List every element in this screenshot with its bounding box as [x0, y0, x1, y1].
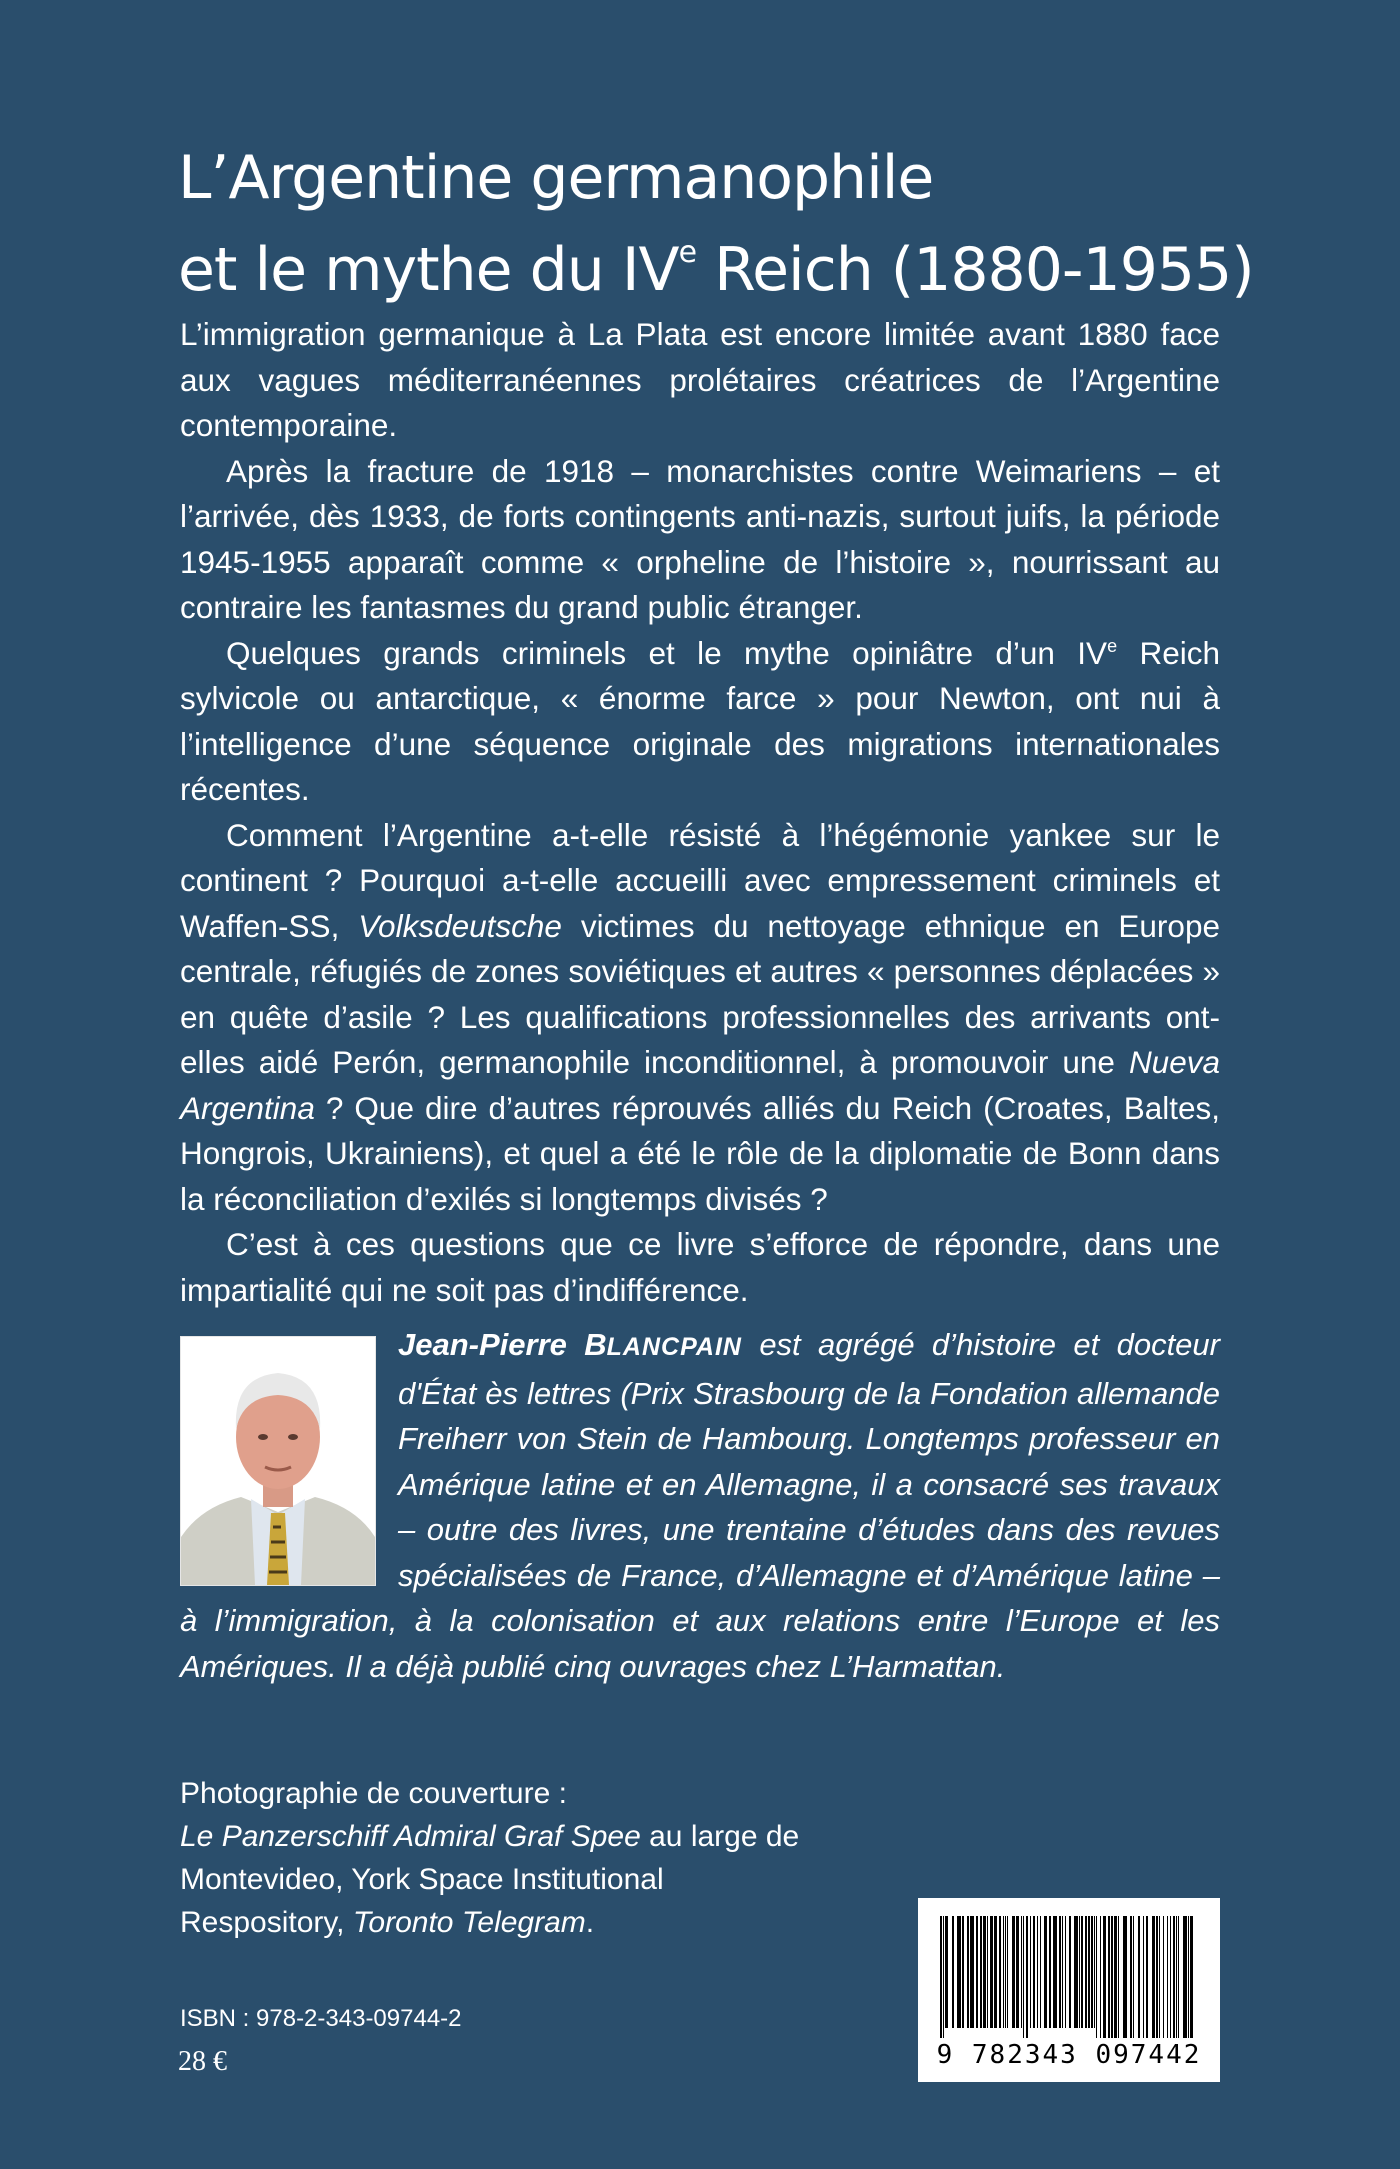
cover-photo-credit — [180, 1772, 800, 1944]
barcode-number: 9 782343 097442 — [936, 2040, 1202, 2070]
book-title — [178, 132, 1278, 316]
blurb-paragraph-2: Après la fracture de 1918 – monarchistes contre Weimariens – et l’arrivée, dès 1933, de forts contingents anti-nazis, surtout juifs, la période 1945-1955 apparaît comme « orpheline de l’histoire », nourrissant au contraire les fantasmes du grand public étranger. — [180, 452, 1220, 625]
credit-text: Le Panzerschiff Admiral Graf Spee au large de Montevideo, York Space Institutional Respository, Toronto Telegram. — [180, 1820, 800, 1939]
price: 28 € — [178, 2046, 227, 2077]
credit-heading: Photographie de couverture : — [180, 1777, 567, 1810]
author-bio-text: est agrégé d’histoire et docteur d'État ès lettres (Prix Strasbourg de la Fondation allemande Freiherr von Stein de Hambourg. Longtemps professeur en Amérique latine et en Allemagne, il a consacré ses travaux – outre des livres, une trentaine d’études dans des revues spécialisées de France, d’Allemagne et d’Amérique latine – à l’immigration, à la colonisation et aux relations entre l’Europe et les Amériques. Il a déjà publié cinq ouvrages chez L’Harmattan. — [180, 1327, 1220, 1684]
author-name: Jean-Pierre BLANCPAIN — [398, 1327, 742, 1362]
blurb-paragraph-3: Quelques grands criminels et le mythe opiniâtre d’un IVe Reich sylvicole ou antarctique, « énorme farce » pour Newton, ont nui à l’intelligence d’une séquence originale des migrations internationales récentes. — [180, 634, 1220, 807]
barcode — [918, 1898, 1220, 2082]
barcode-bars-icon — [936, 1914, 1202, 2038]
author-bio — [180, 1322, 1220, 1689]
blurb — [180, 312, 1220, 1313]
blurb-paragraph-5: C’est à ces questions que ce livre s’efforce de répondre, dans une impartialité qui ne soit pas d’indifférence. — [180, 1226, 1220, 1308]
title-line-1: L’Argentine germanophile — [178, 143, 934, 214]
blurb-paragraph-1: L’immigration germanique à La Plata est encore limitée avant 1880 face aux vagues méditerranéennes prolétaires créatrices de l’Argentine contemporaine. — [180, 316, 1220, 443]
isbn: ISBN : 978-2-343-09744-2 — [180, 2005, 462, 2032]
blurb-paragraph-4: Comment l’Argentine a-t-elle résisté à l’hégémonie yankee sur le continent ? Pourquoi a-t-elle accueilli avec empressement criminels et Waffen-SS, Volksdeutsche victimes du nettoyage ethnique en Europe centrale, réfugiés de zones soviétiques et autres « personnes déplacées » en quête d’asile ? Les qualifications professionnelles des arrivants ont-elles aidé Perón, germanophile inconditionnel, à promouvoir une Nueva Argentina ? Que dire d’autres réprouvés alliés du Reich (Croates, Baltes, Hongrois, Ukrainiens), et quel a été le rôle de la diplomatie de Bonn dans la réconciliation d’exilés si longtemps divisés ? — [180, 816, 1220, 1217]
title-line-2: et le mythe du IVe Reich (1880-1955) — [178, 235, 1254, 306]
